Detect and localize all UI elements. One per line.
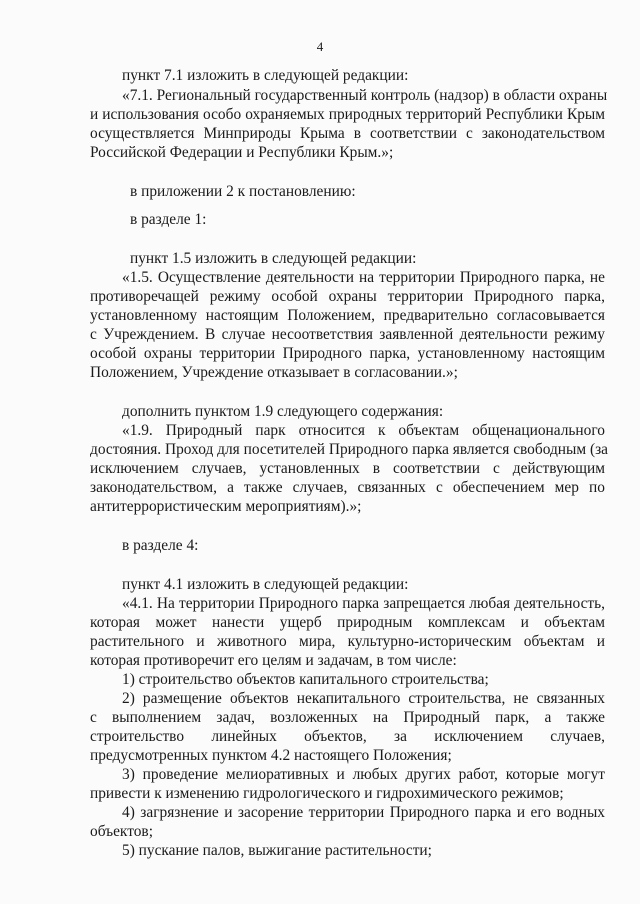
paragraph-line: пункт 7.1 изложить в следующей редакции:	[122, 67, 409, 84]
paragraph-line: противоречащей режиму особой охраны территории Природного парка,	[90, 288, 605, 305]
paragraph-line: «1.9. Природный парк относится к объектам общенационального	[122, 422, 605, 439]
paragraph-line: которая может нанести ущерб природным комплексам и объектам	[90, 614, 605, 631]
paragraph-line: пункт 4.1 изложить в следующей редакции:	[122, 576, 409, 593]
list-item: 1) строительство объектов капитального строительства;	[122, 671, 489, 688]
paragraph-line: исключением случаев, установленных в соответствии с действующим	[90, 460, 605, 477]
paragraph-line: «4.1. На территории Природного парка запрещается любая деятельность,	[122, 595, 605, 612]
paragraph-line: достояния. Проход для посетителей Природного парка является свободным (за	[90, 441, 608, 458]
paragraph-line: с выполнением задач, возложенных на Природный парк, а также	[90, 709, 605, 726]
paragraph-line: привести к изменению гидрологического и гидрохимического режимов;	[90, 785, 564, 802]
paragraph-line: Российской Федерации и Республики Крым.»;	[90, 144, 394, 161]
paragraph-line: осуществляется Минприроды Крыма в соответствии с законодательством	[90, 125, 605, 142]
paragraph-line: в приложении 2 к постановлению:	[130, 183, 356, 200]
paragraph-line: дополнить пунктом 1.9 следующего содержания:	[122, 403, 444, 420]
list-item: 5) пускание палов, выжигание растительности;	[122, 842, 432, 859]
page-number: 4	[316, 39, 324, 54]
paragraph-line: и использования особо охраняемых природных территорий Республики Крым	[90, 106, 605, 123]
paragraph-line: объектов;	[90, 823, 153, 840]
paragraph-line: установленному настоящим Положением, предварительно согласовывается	[90, 307, 605, 324]
paragraph-line: антитеррористическим мероприятиям).»;	[90, 498, 362, 515]
paragraph-line: пункт 1.5 изложить в следующей редакции:	[130, 250, 417, 267]
list-item: 2) размещение объектов некапитального строительства, не связанных	[122, 690, 605, 707]
paragraph-line: растительного и животного мира, культурно-историческим объектам и	[90, 633, 605, 650]
paragraph-line: строительство линейных объектов, за исключением случаев,	[90, 728, 605, 745]
list-item: 4) загрязнение и засорение территории Природного парка и его водных	[122, 804, 605, 821]
paragraph-line: в разделе 4:	[122, 537, 199, 554]
paragraph-line: с Учреждением. В случае несоответствия заявленной деятельности режиму	[90, 326, 605, 343]
paragraph-line: законодательством, а также случаев, связанных с обеспечением мер по	[90, 479, 605, 496]
paragraph-line: предусмотренных пунктом 4.2 настоящего Положения;	[90, 747, 452, 764]
paragraph-line: «1.5. Осуществление деятельности на территории Природного парка, не	[122, 269, 605, 286]
list-item: 3) проведение мелиоративных и любых других работ, которые могут	[122, 766, 605, 783]
paragraph-line: особой охраны территории Природного парка, установленному настоящим	[90, 345, 605, 362]
paragraph-line: «7.1. Региональный государственный контроль (надзор) в области охраны	[122, 87, 608, 104]
paragraph-line: в разделе 1:	[130, 211, 207, 228]
paragraph-line: Положением, Учреждение отказывает в согласовании.»;	[90, 364, 458, 381]
paragraph-line: которая противоречит его целям и задачам, в том числе:	[90, 652, 457, 669]
